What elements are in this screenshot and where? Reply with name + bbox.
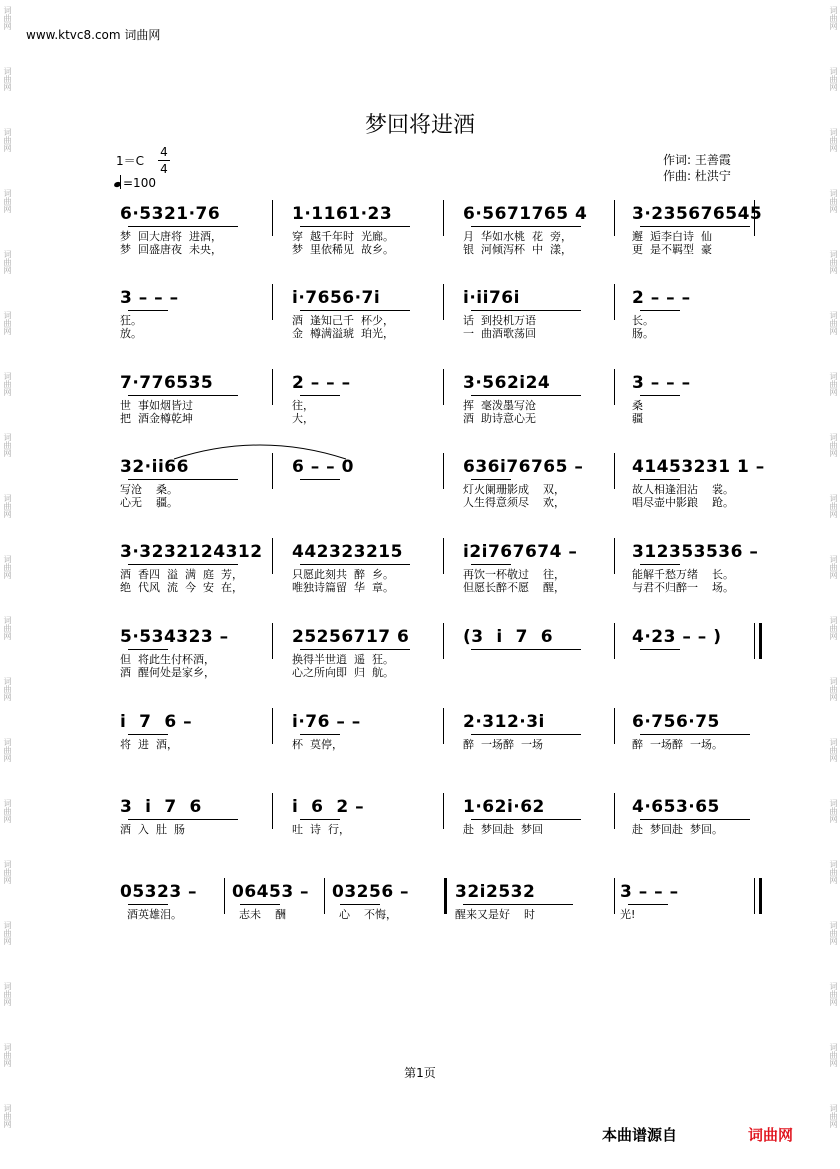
lyric-verse-1: 酒 逢知己千 杯少， <box>292 314 394 327</box>
watermark-mark: 词曲网 <box>829 1104 838 1128</box>
lyric-verse-1: 灯火阑珊影成 双， <box>463 483 565 496</box>
measure-notes: 3·562i24 <box>463 373 551 393</box>
lyric-verse-1: 故人相逢泪沾 裳。 <box>632 483 734 496</box>
measure-notes: 06453 – <box>232 882 310 902</box>
lyric-verse-1: 酒 入 肚 肠 <box>120 823 185 836</box>
measure-notes: 6·5671765 4 <box>463 204 588 224</box>
lyric-verse-1: 醉 一场醉 一场 <box>463 738 543 751</box>
measure-notes: 05323 – <box>120 882 198 902</box>
lyric-verse-2: 心无 疆。 <box>120 496 178 509</box>
measure-notes: 3 – – – <box>120 288 179 308</box>
watermark-mark: 词曲网 <box>3 311 12 335</box>
duration-underline <box>128 310 168 311</box>
barline <box>224 878 225 914</box>
watermark-mark: 词曲网 <box>3 982 12 1006</box>
lyric-verse-2: 与君不归醉一 场。 <box>632 581 734 594</box>
lyric-verse-1: 月 华如水桃 花 旁， <box>463 230 572 243</box>
duration-underline <box>640 649 680 650</box>
barline <box>614 369 615 405</box>
tempo-value: =100 <box>123 176 156 190</box>
measure <box>120 627 229 679</box>
watermark-mark: 词曲网 <box>3 1104 12 1128</box>
lyric-verse-1: 心 不悔， <box>332 908 397 921</box>
duration-underline <box>240 904 280 905</box>
source-site-logo[interactable]: 词曲网 <box>748 1126 794 1144</box>
lyricist: 作词: 王善霞 <box>663 153 731 167</box>
duration-underline <box>300 395 340 396</box>
lyric-verse-1: 光! <box>620 908 636 921</box>
lyric-verse-1: 志未 酬 <box>232 908 286 921</box>
score-row <box>108 204 763 266</box>
watermark-mark: 词曲网 <box>3 372 12 396</box>
measure-notes: 6·756·75 <box>632 712 720 732</box>
watermark-mark: 词曲网 <box>829 189 838 213</box>
barline <box>614 708 615 744</box>
watermark-mark: 词曲网 <box>829 738 838 762</box>
lyric-verse-2: 放。 <box>120 327 142 340</box>
barline <box>272 623 273 659</box>
duration-underline <box>640 479 680 480</box>
lyric-verse-2: 唱尽壶中影踉 跄。 <box>632 496 734 509</box>
measure <box>120 457 189 509</box>
duration-underline <box>471 479 511 480</box>
duration-underline <box>128 395 238 396</box>
barline <box>324 878 325 914</box>
measure <box>120 712 192 751</box>
measure <box>632 204 762 256</box>
measure-notes: 1·62i·62 <box>463 797 545 817</box>
score-row <box>108 797 760 859</box>
barline <box>443 538 444 574</box>
song-title: 梦回将进酒 <box>364 113 475 138</box>
duration-underline <box>640 310 680 311</box>
duration-underline <box>128 819 238 820</box>
measure-notes: (3 i 7 6 <box>463 627 554 647</box>
lyric-verse-2: 金 樽满溢琥 珀光， <box>292 327 394 340</box>
barline <box>614 878 615 914</box>
watermark-mark: 词曲网 <box>829 860 838 884</box>
lyric-verse-1: 将 进 酒， <box>120 738 178 751</box>
watermark-mark: 词曲网 <box>3 128 12 152</box>
barline <box>614 453 615 489</box>
lyric-verse-2: 肠。 <box>632 327 654 340</box>
lyric-verse-2: 酒 醒何处是家乡， <box>120 666 215 679</box>
lyric-verse-2: 人生得意须尽 欢， <box>463 496 565 509</box>
watermark-mark: 词曲网 <box>829 616 838 640</box>
lyric-verse-2: 疆 <box>632 412 643 425</box>
lyric-verse-1: 穿 越千年时 光廊。 <box>292 230 394 243</box>
barline <box>443 284 444 320</box>
barline <box>443 369 444 405</box>
duration-underline <box>628 904 668 905</box>
lyric-verse-2: 梦 回盛唐夜 未央， <box>120 243 222 256</box>
measure-notes: 3 – – – <box>632 373 691 393</box>
lyric-verse-1: 但 将此生付杯酒， <box>120 653 215 666</box>
barline <box>272 708 273 744</box>
measure <box>632 627 721 653</box>
duration-underline <box>128 226 238 227</box>
lyric-verse-1: 酒英雄泪。 <box>120 908 182 921</box>
watermark-mark: 词曲网 <box>829 677 838 701</box>
watermark-mark: 词曲网 <box>829 982 838 1006</box>
lyric-verse-1: 能解千愁万绪 长。 <box>632 568 734 581</box>
left-watermark-strip <box>0 0 14 1169</box>
measure-notes: i·ii76i <box>463 288 520 308</box>
lyric-verse-1: 往， <box>292 399 314 412</box>
measure <box>463 204 587 256</box>
watermark-mark: 词曲网 <box>829 311 838 335</box>
measure-notes: 3·235676545 <box>632 204 763 224</box>
duration-underline <box>471 310 581 311</box>
watermark-mark: 词曲网 <box>829 799 838 823</box>
time-signature-top: 4 <box>160 145 168 159</box>
duration-underline <box>300 649 410 650</box>
duration-underline <box>471 226 581 227</box>
measure-notes: 2 – – – <box>632 288 691 308</box>
lyric-verse-2: 酒 助诗意心无 <box>463 412 536 425</box>
watermark-mark: 词曲网 <box>829 372 838 396</box>
watermark-mark: 词曲网 <box>3 799 12 823</box>
watermark-mark: 词曲网 <box>829 494 838 518</box>
duration-underline <box>340 904 380 905</box>
measure-notes: 3 – – – <box>620 882 679 902</box>
measure <box>292 542 403 594</box>
measure-notes: 32i2532 <box>455 882 536 902</box>
barline <box>443 200 444 236</box>
barline <box>444 878 447 914</box>
measure <box>292 204 394 256</box>
lyric-verse-1: 梦 回大唐将 进酒， <box>120 230 222 243</box>
duration-underline <box>128 904 168 905</box>
measure <box>120 288 179 340</box>
barline <box>443 623 444 659</box>
measure <box>632 542 758 594</box>
lyric-verse-2: 把 酒金樽乾坤 <box>120 412 193 425</box>
barline <box>443 793 444 829</box>
measure-notes: i2i767674 – <box>463 542 578 562</box>
measure <box>632 457 765 509</box>
watermark-mark: 词曲网 <box>3 250 12 274</box>
measure <box>120 204 222 256</box>
measure <box>463 712 545 751</box>
watermark-mark: 词曲网 <box>829 1043 838 1067</box>
lyric-verse-2: 银 河倾泻杯 中 漾， <box>463 243 572 256</box>
watermark-mark: 词曲网 <box>829 67 838 91</box>
duration-underline <box>471 649 581 650</box>
measure <box>463 373 550 425</box>
measure <box>463 457 583 509</box>
watermark-mark: 词曲网 <box>3 433 12 457</box>
lyric-verse-1: 醉 一场醉 一场。 <box>632 738 723 751</box>
watermark-mark: 词曲网 <box>829 555 838 579</box>
lyric-verse-2: 绝 代风 流 今 安 在， <box>120 581 243 594</box>
duration-underline <box>128 479 238 480</box>
measure-notes: 4·653·65 <box>632 797 720 817</box>
barline <box>272 793 273 829</box>
measure <box>632 373 691 425</box>
measure <box>120 373 213 425</box>
credits <box>663 152 731 184</box>
lyric-verse-1: 赴 梦回赴 梦回 <box>463 823 543 836</box>
right-watermark-strip <box>826 0 840 1169</box>
measure <box>292 373 351 425</box>
measure <box>120 542 263 594</box>
lyric-verse-1: 长。 <box>632 314 654 327</box>
measure-notes: 1·1161·23 <box>292 204 393 224</box>
watermark-mark: 词曲网 <box>3 189 12 213</box>
site-name: 词曲网 <box>124 28 161 42</box>
lyric-verse-2: 心之所向即 归 航。 <box>292 666 394 679</box>
barline <box>614 200 615 236</box>
duration-underline <box>300 564 410 565</box>
measure-notes: 636i76765 – <box>463 457 584 477</box>
watermark-mark: 词曲网 <box>3 738 12 762</box>
source-label: 本曲谱源自 <box>602 1126 678 1144</box>
end-barline-thick <box>759 878 762 914</box>
lyric-verse-1: 换得半世逍 遥 狂。 <box>292 653 394 666</box>
site-url[interactable]: www.ktvc8.com <box>26 28 121 42</box>
final-barline <box>754 878 755 914</box>
score-row <box>108 712 760 774</box>
measure-notes: i·76 – – <box>292 712 361 732</box>
lyric-verse-1: 话 到投机万语 <box>463 314 536 327</box>
page-number: 第1页 <box>404 1066 436 1080</box>
lyric-verse-1: 桑 <box>632 399 643 412</box>
watermark-mark: 词曲网 <box>3 677 12 701</box>
watermark-mark: 词曲网 <box>829 921 838 945</box>
time-signature-bottom: 4 <box>160 162 168 176</box>
lyric-verse-1: 赴 梦回赴 梦回。 <box>632 823 723 836</box>
score-row <box>108 457 765 519</box>
measure-notes: 3 i 7 6 <box>120 797 202 817</box>
measure-notes: 4·23 – – ) <box>632 627 722 647</box>
barline <box>443 453 444 489</box>
duration-underline <box>300 310 410 311</box>
watermark-mark: 词曲网 <box>3 1043 12 1067</box>
score-row <box>108 627 760 689</box>
duration-underline <box>640 734 750 735</box>
measure <box>463 797 545 836</box>
tie-slur <box>170 437 350 461</box>
score-row <box>108 542 760 604</box>
lyric-verse-1: 挥 毫泼墨写沧 <box>463 399 536 412</box>
watermark-mark: 词曲网 <box>3 921 12 945</box>
measure-notes: 6 – – 0 <box>292 457 354 477</box>
measure <box>463 627 553 653</box>
time-signature <box>158 144 170 177</box>
watermark-mark: 词曲网 <box>3 494 12 518</box>
barline <box>272 284 273 320</box>
duration-underline <box>640 564 680 565</box>
duration-underline <box>128 564 238 565</box>
score-row <box>108 373 760 435</box>
duration-underline <box>463 904 573 905</box>
barline <box>614 538 615 574</box>
lyric-verse-1: 写沧 桑。 <box>120 483 178 496</box>
measure-notes: 442323215 <box>292 542 403 562</box>
lyric-verse-1: 再饮一杯敬过 往， <box>463 568 565 581</box>
measure <box>292 288 394 340</box>
measure <box>292 627 409 679</box>
measure-notes: 41453231 1 – <box>632 457 765 477</box>
duration-underline <box>471 819 581 820</box>
measure-notes: 03256 – <box>332 882 410 902</box>
key-signature: 1＝C <box>116 154 145 168</box>
measure <box>632 712 723 751</box>
duration-underline <box>471 734 581 735</box>
lyric-verse-1: 吐 诗 行， <box>292 823 350 836</box>
lyric-verse-2: 一 曲酒歌荡回 <box>463 327 536 340</box>
lyric-verse-1: 邂 逅李白诗 仙 <box>632 230 712 243</box>
measure-notes: i 6 2 – <box>292 797 365 817</box>
lyric-verse-1: 只愿此刻共 醉 乡。 <box>292 568 394 581</box>
duration-underline <box>300 819 340 820</box>
measure-notes: 2 – – – <box>292 373 351 393</box>
measure-notes: 2·312·3i <box>463 712 545 732</box>
duration-underline <box>640 395 680 396</box>
measure <box>463 542 577 594</box>
watermark-mark: 词曲网 <box>3 616 12 640</box>
end-barline-thick <box>759 623 762 659</box>
measure-notes: 3·3232124312 <box>120 542 263 562</box>
lyric-verse-2: 大， <box>292 412 314 425</box>
measure-notes: 32·ii66 <box>120 457 189 477</box>
duration-underline <box>471 564 511 565</box>
duration-underline <box>471 395 581 396</box>
end-barline <box>754 623 755 659</box>
watermark-mark: 词曲网 <box>829 6 838 30</box>
measure <box>632 288 691 340</box>
measure <box>632 797 723 836</box>
watermark-mark: 词曲网 <box>3 555 12 579</box>
barline <box>272 369 273 405</box>
measure <box>292 797 364 836</box>
barline <box>614 623 615 659</box>
measure <box>292 712 361 751</box>
measure <box>120 797 202 836</box>
duration-underline <box>128 734 168 735</box>
measure-notes: 5·534323 – <box>120 627 229 647</box>
barline <box>443 708 444 744</box>
barline <box>614 793 615 829</box>
site-header <box>26 26 160 43</box>
duration-underline <box>128 649 168 650</box>
measure-notes: i 7 6 – <box>120 712 193 732</box>
watermark-mark: 词曲网 <box>3 860 12 884</box>
measure-notes: 312353536 – <box>632 542 759 562</box>
lyric-verse-1: 酒 香四 溢 满 庭 芳， <box>120 568 243 581</box>
duration-underline <box>640 819 750 820</box>
watermark-mark: 词曲网 <box>829 433 838 457</box>
lyric-verse-2: 更 是不羁型 豪 <box>632 243 712 256</box>
watermark-mark: 词曲网 <box>829 250 838 274</box>
lyric-verse-2: 但愿长醉不愿 醒， <box>463 581 565 594</box>
measure <box>332 882 409 921</box>
measure <box>455 882 535 921</box>
tempo-marking <box>114 175 156 190</box>
lyric-verse-1: 醒来又是好 时 <box>455 908 535 921</box>
duration-underline <box>300 479 340 480</box>
barline <box>272 200 273 236</box>
measure <box>120 882 197 921</box>
measure <box>620 882 679 921</box>
measure-notes: i·7656·7i <box>292 288 381 308</box>
watermark-mark: 词曲网 <box>3 67 12 91</box>
duration-underline <box>300 734 340 735</box>
barline <box>272 538 273 574</box>
lyric-verse-1: 狂。 <box>120 314 142 327</box>
measure <box>232 882 309 921</box>
duration-underline <box>640 226 750 227</box>
lyric-verse-1: 世 事如烟皆过 <box>120 399 193 412</box>
time-signature-divider <box>158 160 170 161</box>
lyric-verse-1: 杯 莫停， <box>292 738 343 751</box>
measure-notes: 7·776535 <box>120 373 214 393</box>
watermark-mark: 词曲网 <box>829 128 838 152</box>
measure-notes: 6·5321·76 <box>120 204 221 224</box>
lyric-verse-2: 唯独诗篇留 华 章。 <box>292 581 394 594</box>
lyric-verse-2: 梦 里依稀见 故乡。 <box>292 243 394 256</box>
duration-underline <box>300 226 410 227</box>
measure-notes: 25256717 6 <box>292 627 410 647</box>
score-row <box>108 882 760 944</box>
score-row <box>108 288 760 350</box>
measure <box>463 288 536 340</box>
barline <box>614 284 615 320</box>
watermark-mark: 词曲网 <box>3 6 12 30</box>
composer: 作曲: 杜洪宁 <box>663 169 731 183</box>
